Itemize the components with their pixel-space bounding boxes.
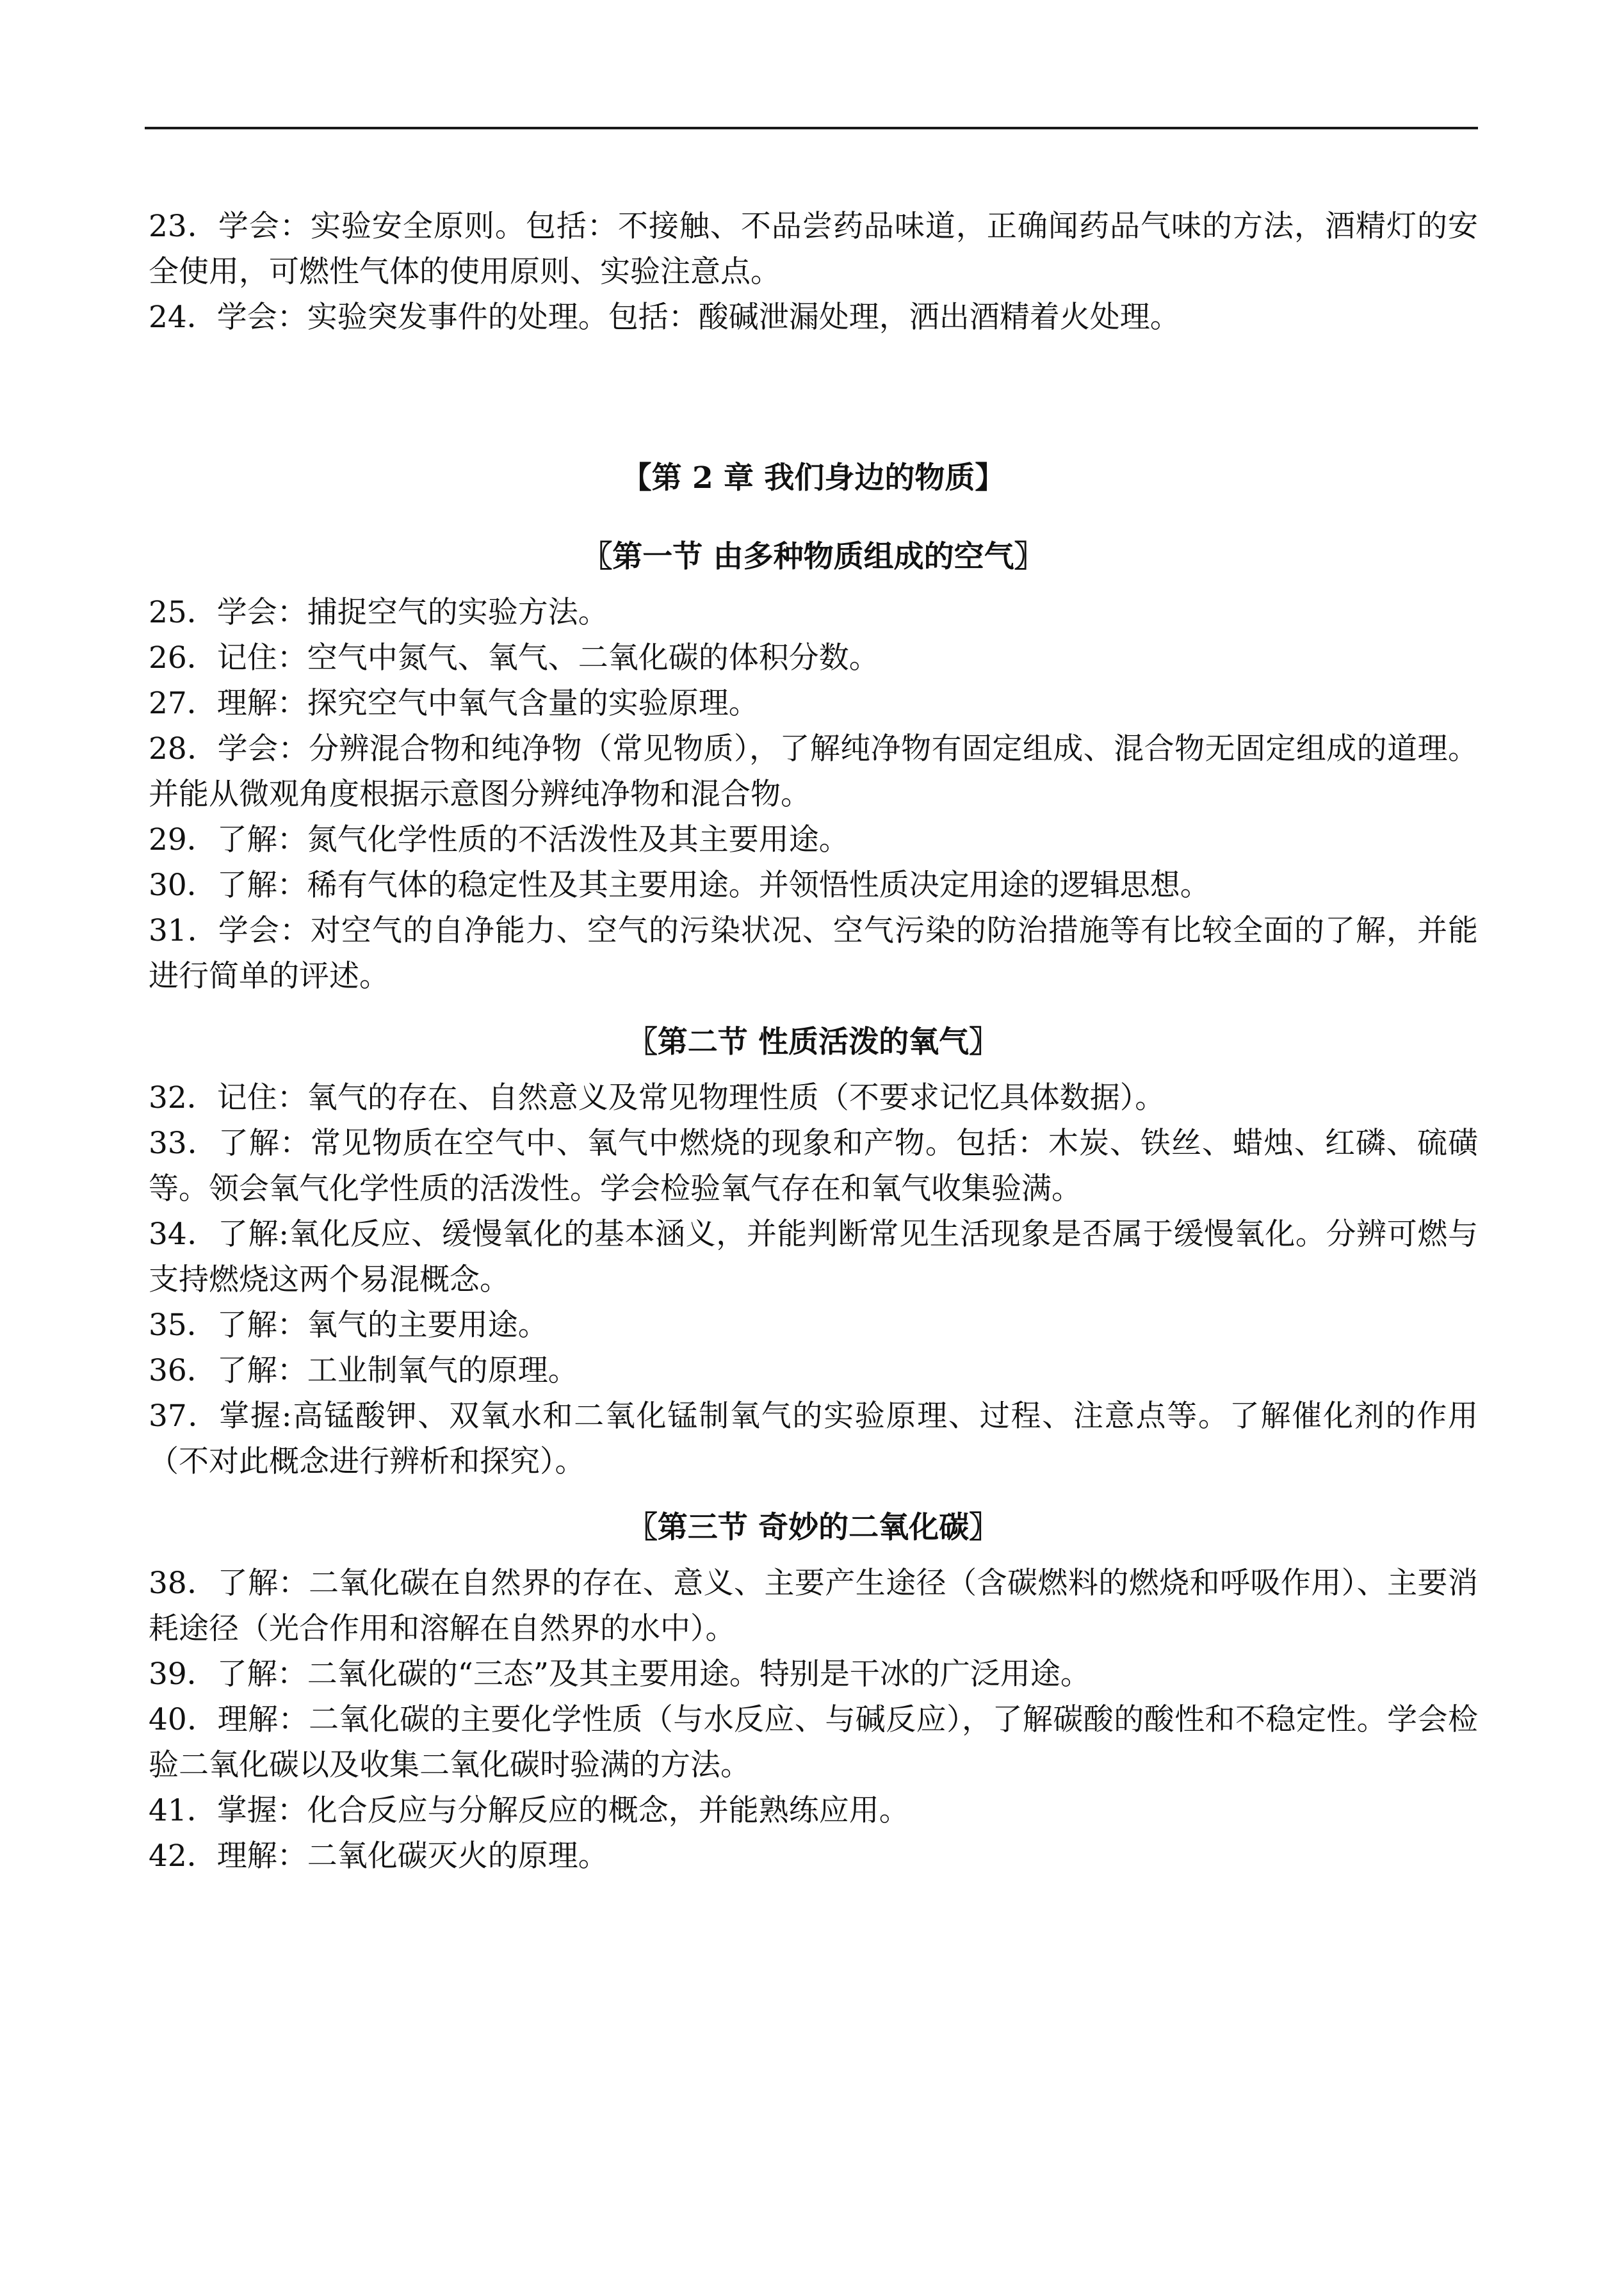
- list-item: 34．了解:氧化反应、缓慢氧化的基本涵义，并能判断常见生活现象是否属于缓慢氧化。分辨可燃与支持燃烧这两个易混概念。: [149, 1217, 1478, 1297]
- list-item: 37．掌握:高锰酸钾、双氧水和二氧化锰制氧气的实验原理、过程、注意点等。了解催化剂的作用（不对此概念进行辨析和探究）。: [149, 1399, 1478, 1479]
- list-item: 27．理解：探究空气中氧气含量的实验原理。: [149, 686, 759, 721]
- list-item: 35．了解：氧气的主要用途。: [149, 1308, 548, 1343]
- list-item: 29．了解：氮气化学性质的不活泼性及其主要用途。: [149, 822, 849, 857]
- list-item: 40．理解：二氧化碳的主要化学性质（与水反应、与碱反应），了解碳酸的酸性和不稳定性。学会检验二氧化碳以及收集二氧化碳时验满的方法。: [149, 1702, 1478, 1783]
- list-item: 39．了解：二氧化碳的“三态”及其主要用途。特别是干冰的广泛用途。: [149, 1657, 1091, 1692]
- list-item: 41．掌握：化合反应与分解反应的概念，并能熟练应用。: [149, 1793, 909, 1828]
- section-title: 〖第三节 奇妙的二氧化碳〗: [627, 1510, 1000, 1545]
- list-item: 38．了解：二氧化碳在自然界的存在、意义、主要产生途径（含碳燃料的燃烧和呼吸作用）、主要消耗途径（光合作用和溶解在自然界的水中）。: [149, 1566, 1478, 1646]
- section-title: 〖第二节 性质活泼的氧气〗: [627, 1025, 1000, 1060]
- list-item: 23．学会：实验安全原则。包括：不接触、不品尝药品味道，正确闻药品气味的方法，酒精灯的安全使用，可燃性气体的使用原则、实验注意点。: [149, 209, 1478, 289]
- list-item: 33．了解：常见物质在空气中、氧气中燃烧的现象和产物。包括：木炭、铁丝、蜡烛、红磷、硫磺等。领会氧气化学性质的活泼性。学会检验氧气存在和氧气收集验满。: [149, 1126, 1478, 1206]
- document-body: [149, 204, 1478, 1879]
- list-item: 32．记住：氧气的存在、自然意义及常见物理性质（不要求记忆具体数据）。: [149, 1080, 1165, 1115]
- list-item: 30．了解：稀有气体的稳定性及其主要用途。并领悟性质决定用途的逻辑思想。: [149, 868, 1210, 903]
- list-item: 42．理解：二氧化碳灭火的原理。: [149, 1838, 608, 1874]
- list-item: 26．记住：空气中氮气、氧气、二氧化碳的体积分数。: [149, 640, 879, 676]
- header-rule: [145, 127, 1478, 129]
- list-item: 36．了解：工业制氧气的原理。: [149, 1353, 578, 1388]
- list-item: 24．学会：实验突发事件的处理。包括：酸碱泄漏处理，洒出酒精着火处理。: [149, 300, 1180, 335]
- chapter-title: 【第 2 章 我们身边的物质】: [621, 460, 1005, 496]
- list-item: 28．学会：分辨混合物和纯净物（常见物质），了解纯净物有固定组成、混合物无固定组成的道理。并能从微观角度根据示意图分辨纯净物和混合物。: [149, 731, 1478, 812]
- list-item: 31．学会：对空气的自净能力、空气的污染状况、空气污染的防治措施等有比较全面的了解，并能进行简单的评述。: [149, 913, 1478, 994]
- list-item: 25．学会：捕捉空气的实验方法。: [149, 595, 608, 630]
- section-title: 〖第一节 由多种物质组成的空气〗: [582, 539, 1044, 574]
